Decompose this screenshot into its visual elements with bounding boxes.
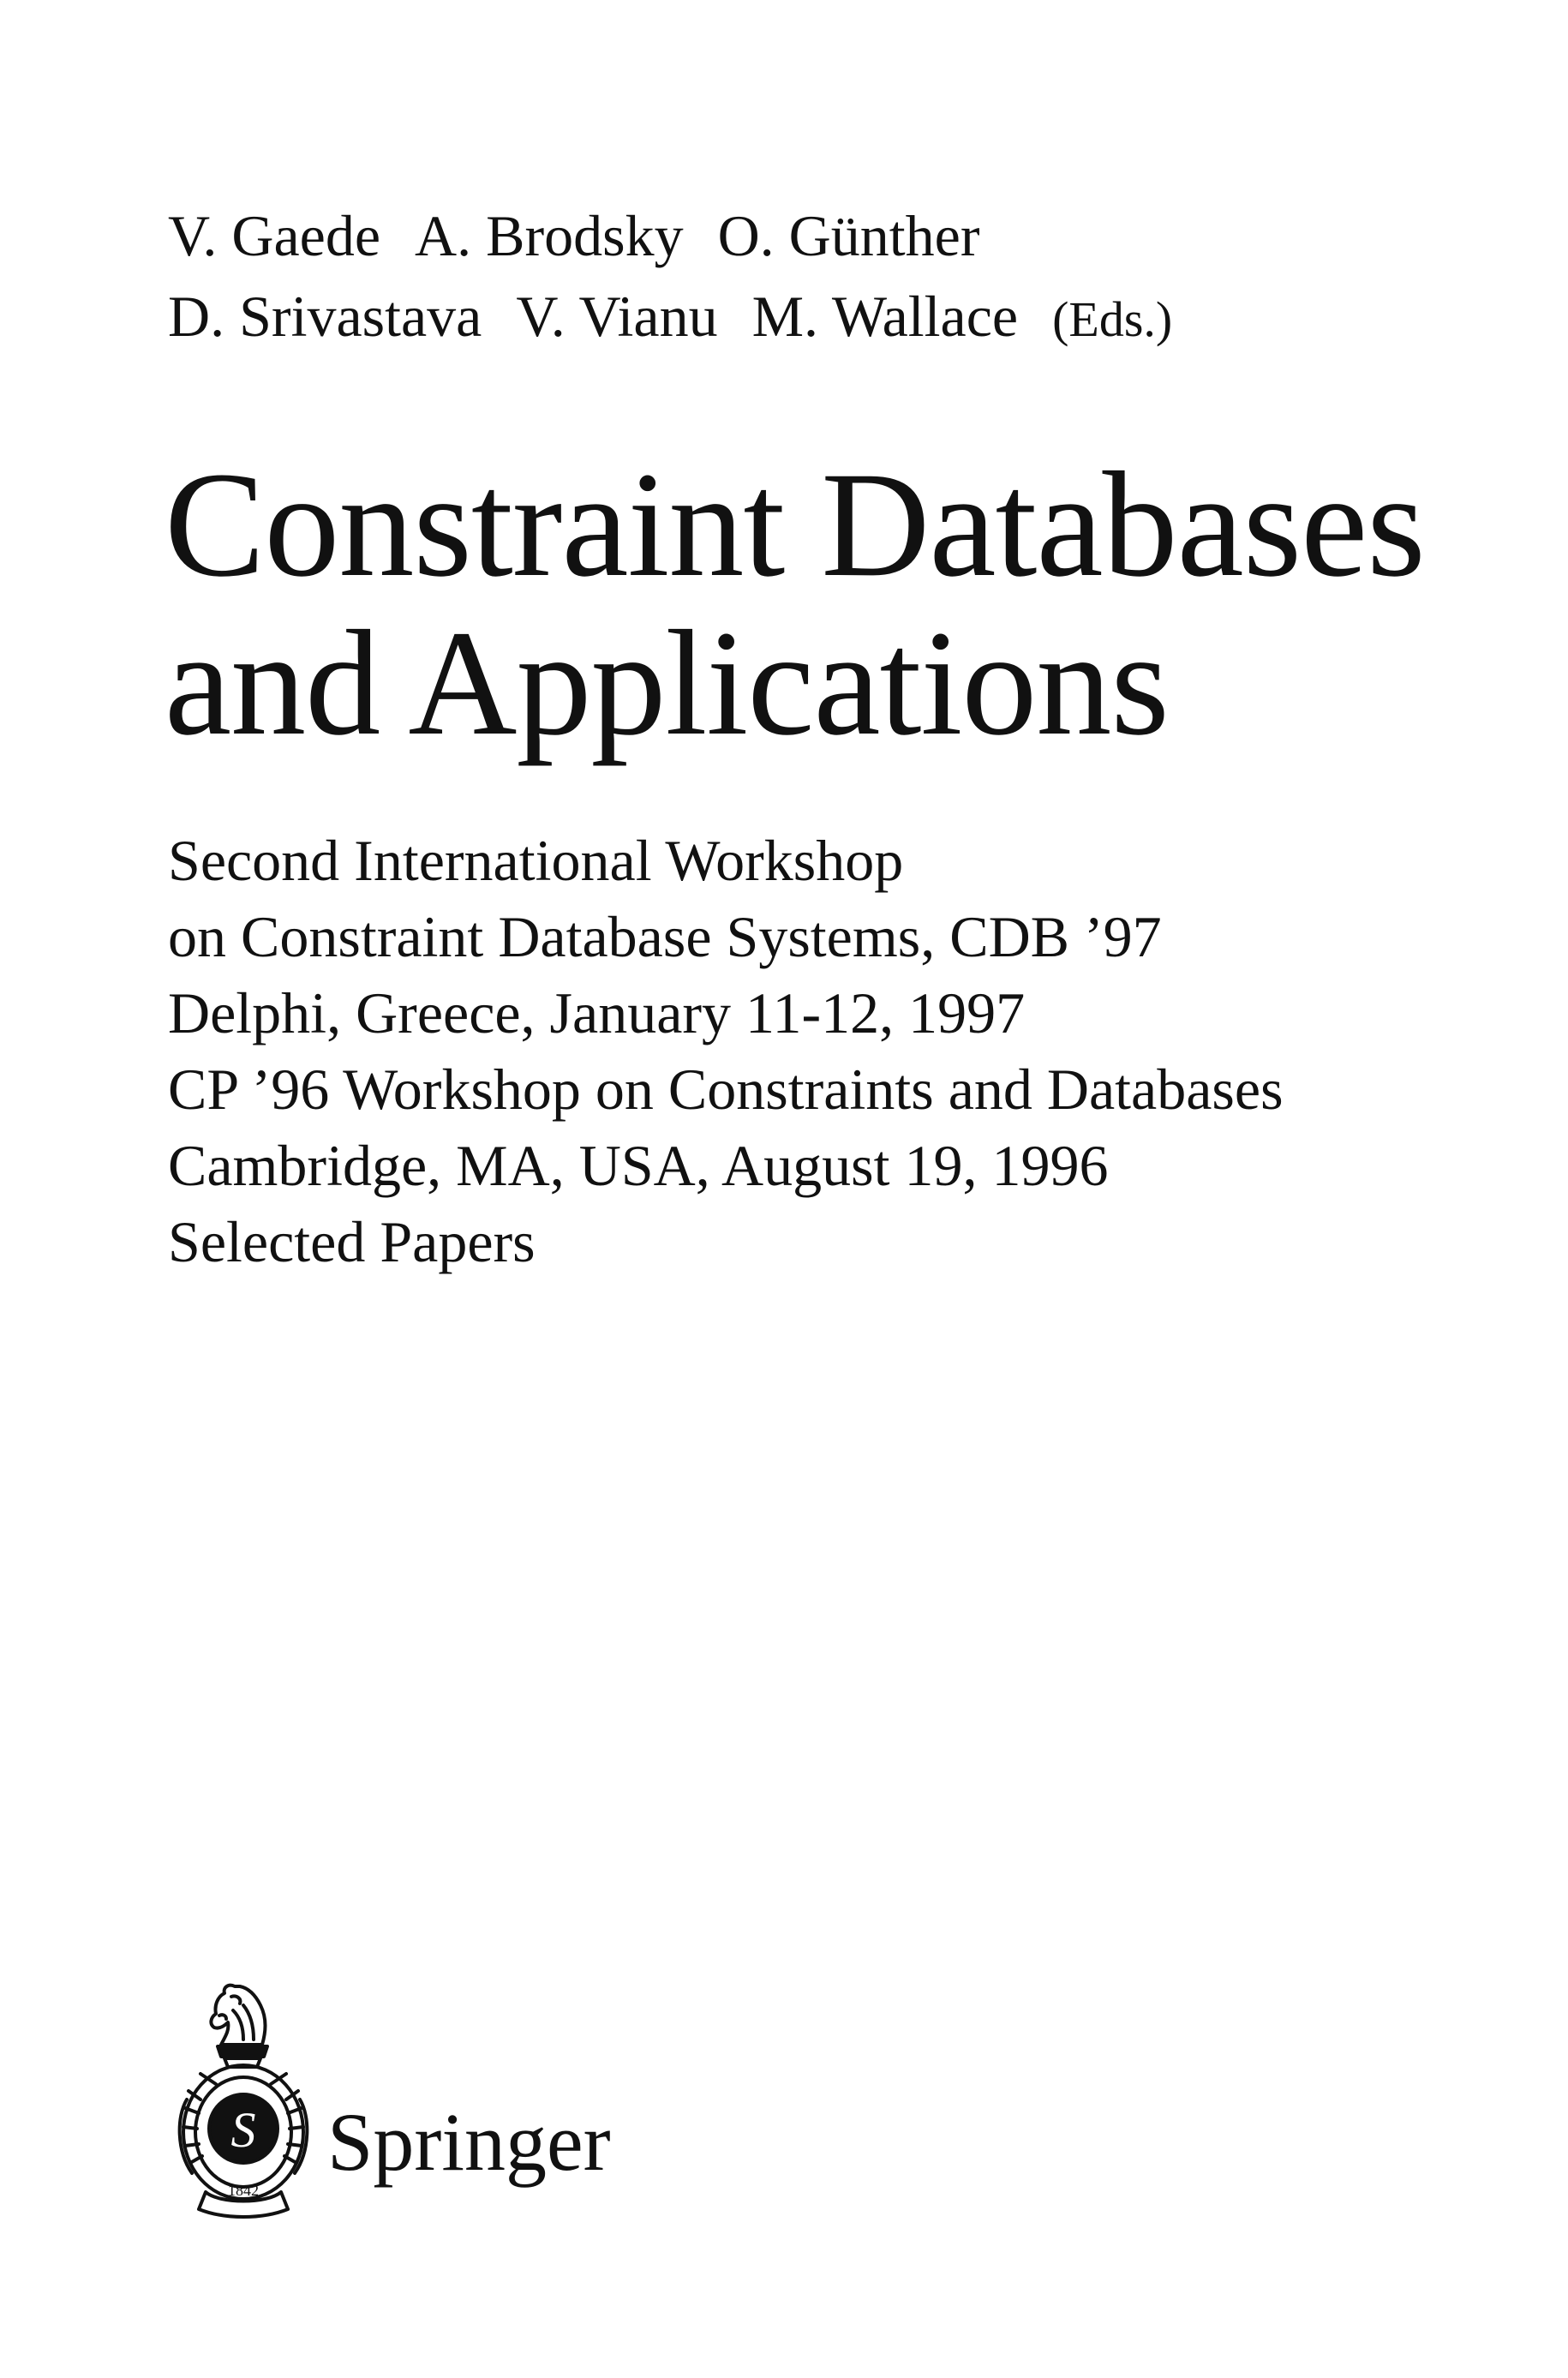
editors-line-2 (168, 276, 1172, 360)
editor-name: V. Vianu (516, 284, 718, 349)
subtitle-line: CP ’96 Workshop on Constraints and Databases (168, 1057, 1284, 1122)
logo-letter: S (230, 2102, 256, 2158)
editor-name: V. Gaede (168, 203, 380, 268)
book-title-line-2: and Applications (165, 600, 1169, 767)
subtitle-line: on Constraint Database Systems, CDB ’97 (168, 904, 1162, 969)
editor-name: M. Wallace (751, 284, 1019, 349)
publisher-name: Springer (327, 2096, 611, 2188)
book-subtitle (168, 823, 1284, 1280)
editors-block (168, 195, 1172, 360)
logo-year: 1842 (228, 2182, 259, 2199)
book-title (165, 441, 1425, 767)
subtitle-line: Selected Papers (168, 1209, 536, 1274)
springer-chess-knight-logo-icon (168, 1971, 322, 2219)
editor-name: D. Srivastava (168, 284, 482, 349)
editor-name: O. Günther (717, 203, 980, 268)
eds-label: (Eds.) (1052, 291, 1173, 347)
book-title-line-1: Constraint Databases (165, 441, 1425, 608)
publisher-block (168, 1971, 768, 2228)
subtitle-line: Cambridge, MA, USA, August 19, 1996 (168, 1133, 1109, 1198)
subtitle-line: Second International Workshop (168, 828, 904, 893)
editor-name: A. Brodsky (415, 203, 684, 268)
subtitle-line: Delphi, Greece, January 11-12, 1997 (168, 980, 1026, 1045)
editors-line-1 (168, 195, 1172, 276)
